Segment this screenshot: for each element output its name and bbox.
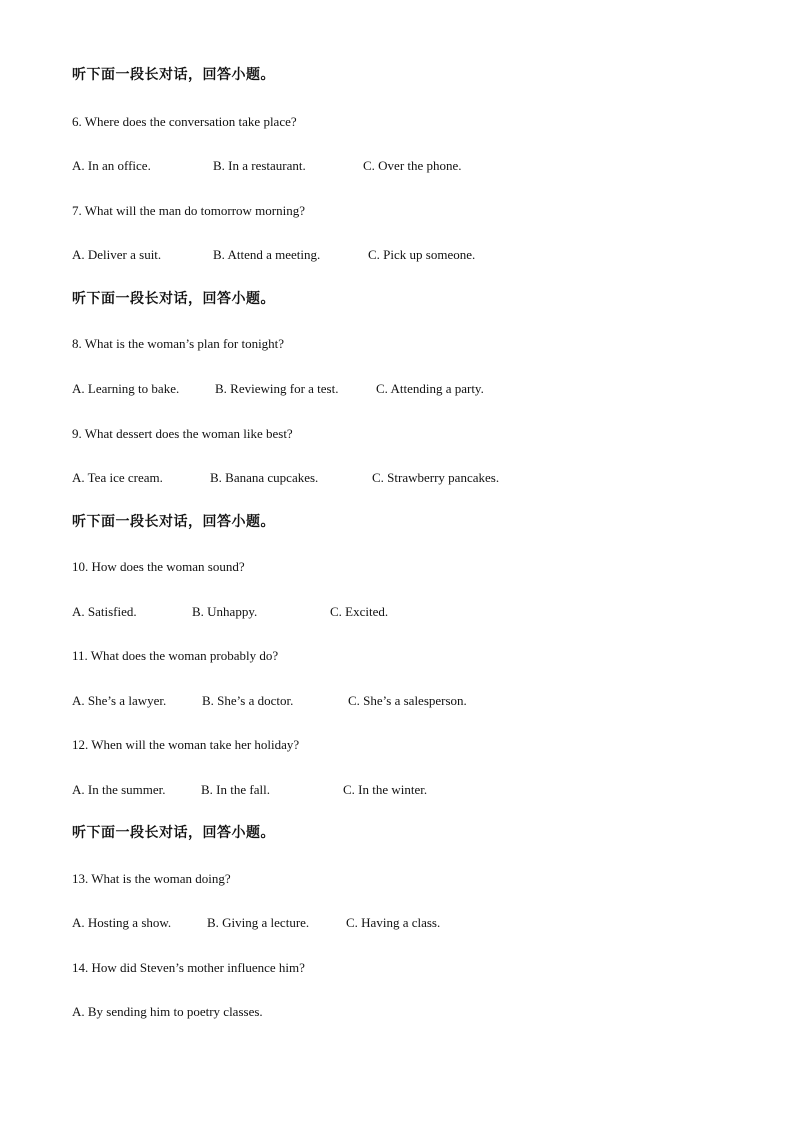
- options-row-10: [72, 604, 572, 620]
- options-row-13: [72, 915, 572, 931]
- question-stem-12: 12. When will the woman take her holiday?: [72, 737, 300, 752]
- section-heading: 听下面一段长对话，回答小题。: [72, 825, 275, 841]
- option-b: B. Giving a lecture.: [207, 915, 310, 930]
- option-c: C. Excited.: [330, 604, 389, 619]
- option-a: A. Learning to bake.: [72, 381, 180, 396]
- option-b: B. She’s a doctor.: [202, 693, 294, 708]
- option-c: C. She’s a salesperson.: [348, 693, 467, 708]
- option-a: A. In the summer.: [72, 782, 166, 797]
- section-heading: 听下面一段长对话，回答小题。: [72, 67, 275, 83]
- option-a: A. Hosting a show.: [72, 915, 172, 930]
- option-a: A. She’s a lawyer.: [72, 693, 167, 708]
- section-heading: 听下面一段长对话，回答小题。: [72, 514, 275, 530]
- question-stem-8: 8. What is the woman’s plan for tonight?: [72, 336, 285, 351]
- option-c: C. Having a class.: [346, 915, 441, 930]
- question-stem-7: 7. What will the man do tomorrow morning?: [72, 203, 305, 218]
- option-c: C. Strawberry pancakes.: [372, 470, 500, 485]
- options-row-8: [72, 381, 572, 397]
- option-a: A. Tea ice cream.: [72, 470, 163, 485]
- option-b: B. Unhappy.: [192, 604, 258, 619]
- option-b: B. Banana cupcakes.: [210, 470, 319, 485]
- question-stem-10: 10. How does the woman sound?: [72, 559, 245, 574]
- option-a: A. Deliver a suit.: [72, 247, 162, 262]
- question-stem-14: 14. How did Steven’s mother influence him?: [72, 960, 305, 975]
- question-stem-13: 13. What is the woman doing?: [72, 871, 231, 886]
- option-c: C. In the winter.: [343, 782, 428, 797]
- option-a: A. Satisfied.: [72, 604, 137, 619]
- option-c: C. Attending a party.: [376, 381, 484, 396]
- option-b: B. In a restaurant.: [213, 158, 306, 173]
- option-a: A. In an office.: [72, 158, 151, 173]
- option-b: B. Reviewing for a test.: [215, 381, 339, 396]
- option-b: B. Attend a meeting.: [213, 247, 321, 262]
- options-row-6: [72, 158, 572, 174]
- option-a: A. By sending him to poetry classes.: [72, 1004, 263, 1019]
- options-row-12: [72, 782, 572, 798]
- question-stem-9: 9. What dessert does the woman like best?: [72, 426, 293, 441]
- options-row-11: [72, 693, 572, 709]
- options-row-7: [72, 247, 572, 263]
- question-stem-6: 6. Where does the conversation take place?: [72, 114, 297, 129]
- option-c: C. Over the phone.: [363, 158, 462, 173]
- section-heading: 听下面一段长对话，回答小题。: [72, 291, 275, 307]
- option-c: C. Pick up someone.: [368, 247, 476, 262]
- question-stem-11: 11. What does the woman probably do?: [72, 648, 279, 663]
- options-row-9: [72, 470, 592, 486]
- option-b: B. In the fall.: [201, 782, 270, 797]
